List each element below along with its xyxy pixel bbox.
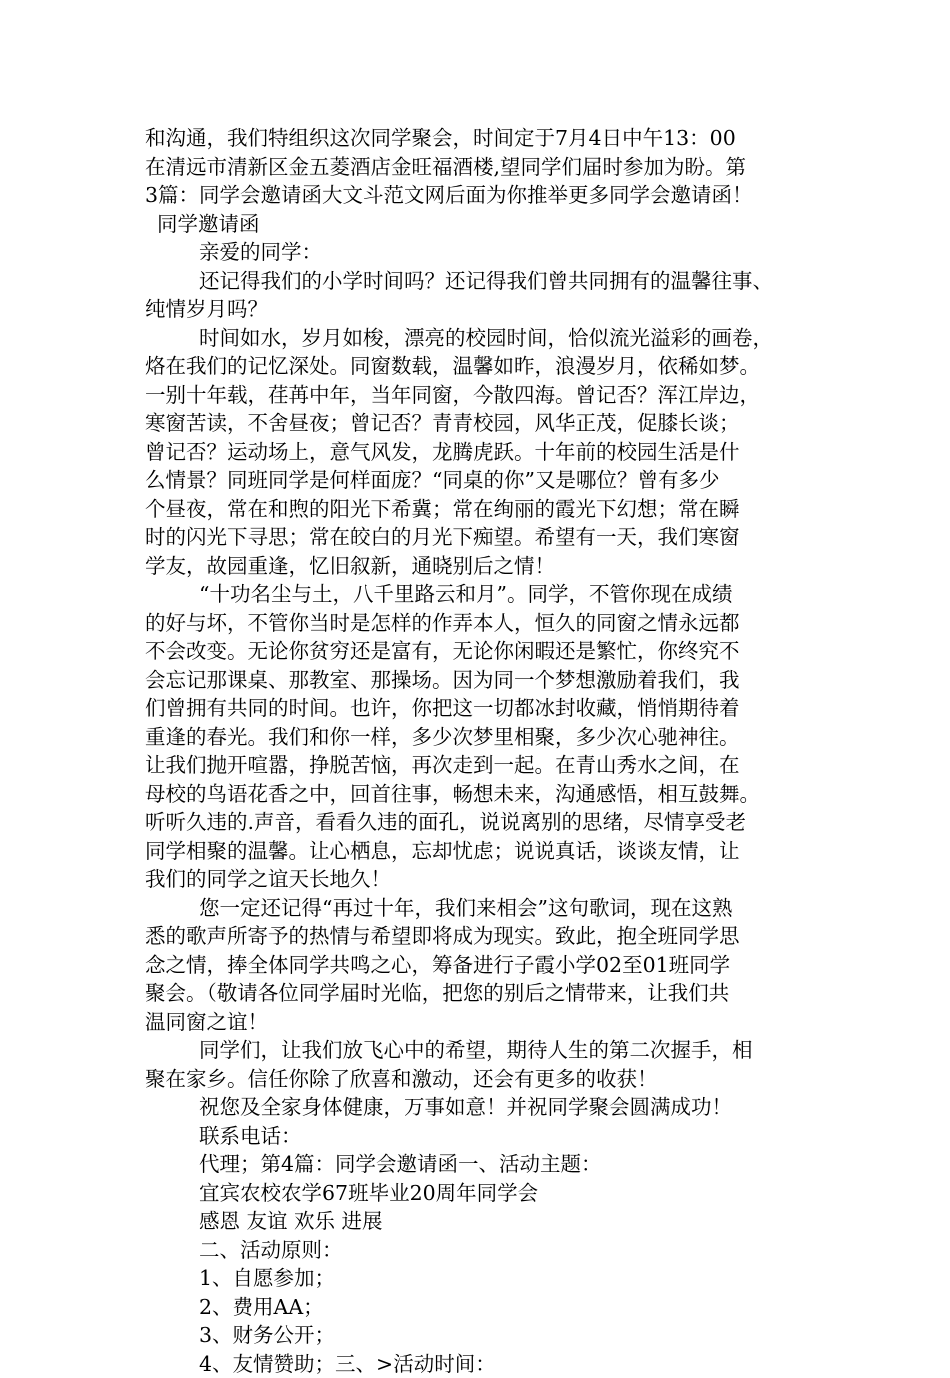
text-line: 们曾拥有共同的时间。也许，你把这一切都冰封收藏，悄悄期待着 [145,694,805,723]
text-line: 在清远市清新区金五菱酒店金旺福酒楼,望同学们届时参加为盼。第 [145,153,805,182]
text-line: 感恩 友谊 欢乐 进展 [145,1207,805,1236]
text-line: 同学相聚的温馨。让心栖息，忘却忧虑；说说真话，谈谈友情，让 [145,837,805,866]
text-line: 温同窗之谊！ [145,1008,805,1037]
text-line: 会忘记那课桌、那教室、那操场。因为同一个梦想激励着我们，我 [145,666,805,695]
text-line: 重逢的春光。我们和你一样，多少次梦里相聚，多少次心驰神往。 [145,723,805,752]
text-line: 烙在我们的记忆深处。同窗数载，温馨如昨，浪漫岁月，依稀如梦。 [145,352,805,381]
text-line: 让我们抛开喧嚣，挣脱苦恼，再次走到一起。在青山秀水之间，在 [145,751,805,780]
text-line: 3篇：同学会邀请函大文斗范文网后面为你推举更多同学会邀请函！ [145,181,805,210]
text-line: “十功名尘与土，八千里路云和月”。同学，不管你现在成绩 [145,580,805,609]
text-line: 个昼夜，常在和煦的阳光下希冀；常在绚丽的霞光下幻想；常在瞬 [145,495,805,524]
text-line: 同学们，让我们放飞心中的希望，期待人生的第二次握手，相 [145,1036,805,1065]
text-line: 么情景？同班同学是何样面庞？“同桌的你”又是哪位？曾有多少 [145,466,805,495]
text-line: 二、活动原则： [145,1236,805,1265]
document-body [145,124,805,1378]
text-line: 不会改变。无论你贫穷还是富有，无论你闲暇还是繁忙，你终究不 [145,637,805,666]
text-line: 还记得我们的小学时间吗？还记得我们曾共同拥有的温馨往事、 [145,267,805,296]
text-line: 时的闪光下寻思；常在皎白的月光下痴望。希望有一天，我们寒窗 [145,523,805,552]
text-line: 一别十年载，荏苒中年，当年同窗，今散四海。曾记否？浑江岸边， [145,381,805,410]
text-line: 学友，故园重逢，忆旧叙新，通晓别后之情！ [145,552,805,581]
text-line: 寒窗苦读，不舍昼夜；曾记否？青青校园，风华正茂，促膝长谈； [145,409,805,438]
text-line: 的好与坏，不管你当时是怎样的作弄本人，恒久的同窗之情永远都 [145,609,805,638]
text-line: 悉的歌声所寄予的热情与希望即将成为现实。致此，抱全班同学思 [145,922,805,951]
text-line: 我们的同学之谊天长地久！ [145,865,805,894]
text-line: 您一定还记得“再过十年，我们来相会”这句歌词，现在这熟 [145,894,805,923]
salutation: 亲爱的同学： [145,238,805,267]
text-line: 曾记否？运动场上，意气风发，龙腾虎跃。十年前的校园生活是什 [145,438,805,467]
text-line: 和沟通，我们特组织这次同学聚会，时间定于7月4日中午13：00 [145,124,805,153]
list-item: 4、友情赞助；三、>活动时间： [145,1350,805,1378]
text-line: 代理；第4篇：同学会邀请函一、活动主题： [145,1150,805,1179]
text-line: 聚在家乡。信任你除了欣喜和激动，还会有更多的收获！ [145,1065,805,1094]
section-heading: 同学邀请函 [145,210,805,239]
text-line: 母校的鸟语花香之中，回首往事，畅想未来，沟通感悟，相互鼓舞。 [145,780,805,809]
text-line: 时间如水，岁月如梭，漂亮的校园时间，恰似流光溢彩的画卷， [145,324,805,353]
text-line: 宜宾农校农学67班毕业20周年同学会 [145,1179,805,1208]
contact-label: 联系电话： [145,1122,805,1151]
text-line: 祝您及全家身体健康，万事如意！并祝同学聚会圆满成功！ [145,1093,805,1122]
text-line: 聚会。（敬请各位同学届时光临，把您的别后之情带来，让我们共 [145,979,805,1008]
list-item: 3、财务公开； [145,1321,805,1350]
text-line: 听听久违的.声音，看看久违的面孔，说说离别的思绪，尽情享受老 [145,808,805,837]
list-item: 2、费用AA； [145,1293,805,1322]
text-line: 纯情岁月吗？ [145,295,805,324]
list-item: 1、自愿参加； [145,1264,805,1293]
text-line: 念之情，捧全体同学共鸣之心，筹备进行子霞小学02至01班同学 [145,951,805,980]
